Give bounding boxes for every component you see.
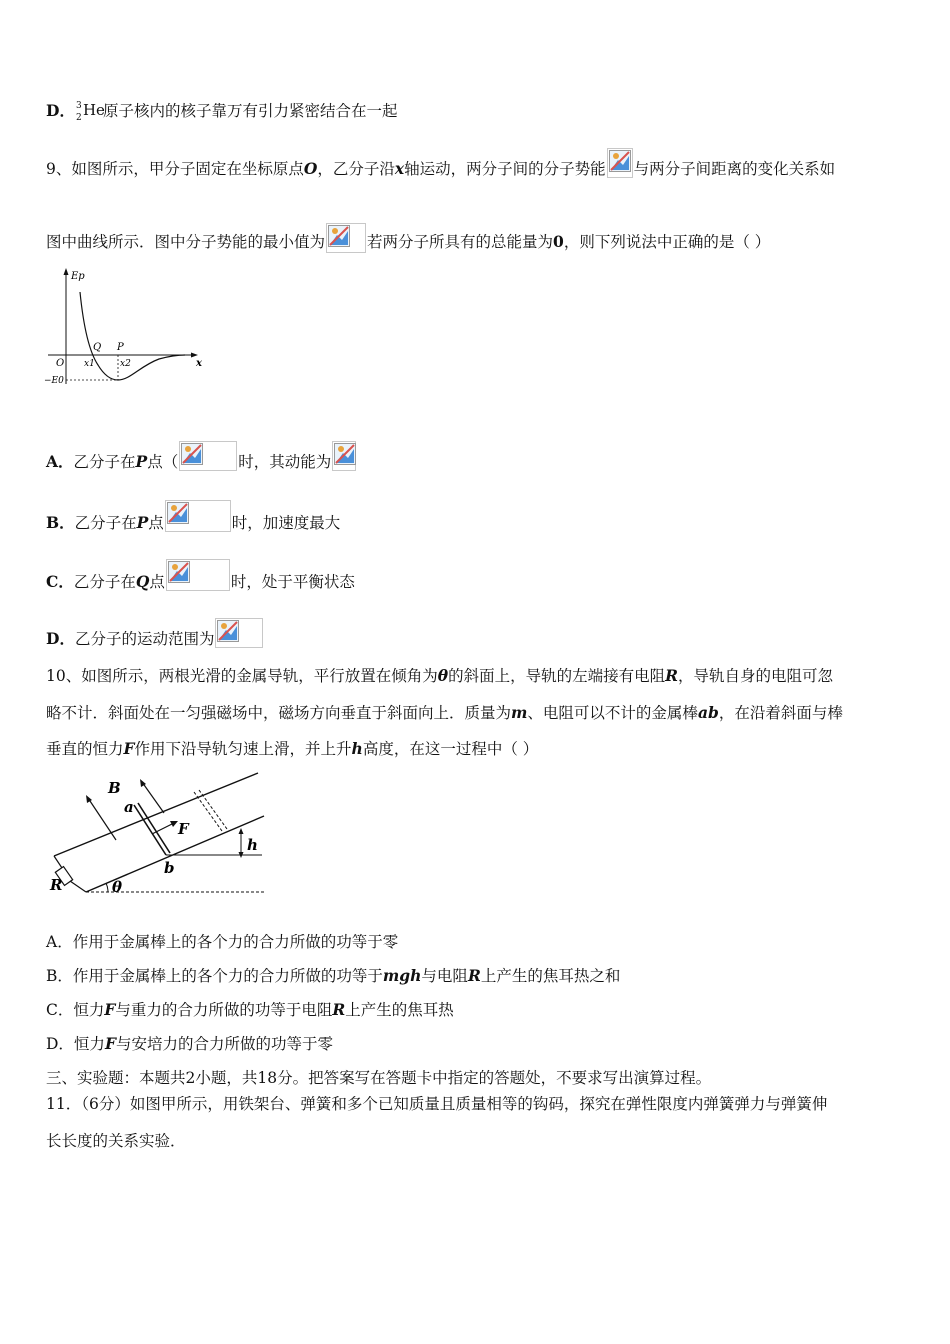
var: θ xyxy=(437,666,449,685)
text: 乙分子在 xyxy=(73,573,136,591)
atomic-number: 2 xyxy=(75,113,82,123)
theta-arc xyxy=(106,883,108,892)
potential-curve xyxy=(80,292,185,380)
var: R xyxy=(332,1000,346,1019)
force-arrow xyxy=(152,823,174,834)
x-axis-arrow xyxy=(191,353,198,358)
q9-option-d xyxy=(46,618,264,649)
var: O xyxy=(303,159,318,178)
text: 高度，在这一过程中（ ） xyxy=(362,740,539,758)
var: F xyxy=(104,1000,116,1019)
potential-energy-graph xyxy=(44,262,214,392)
text: 时，加速度最大 xyxy=(231,514,341,532)
text: 点 xyxy=(148,514,164,532)
text: ，乙分子沿 xyxy=(317,160,395,178)
text: 与两分子间距离的变化关系如 xyxy=(633,160,836,178)
var: ab xyxy=(697,703,719,722)
text: 略不计．斜面处在一匀强磁场中，磁场方向垂直于斜面向上．质量为 xyxy=(46,704,512,722)
x1-label: x1 xyxy=(84,359,95,369)
text: 点（ xyxy=(147,453,179,471)
helium-3-isotope xyxy=(75,100,105,123)
label-b: b xyxy=(164,859,175,877)
y-axis-arrow xyxy=(64,268,69,275)
q-label: Q xyxy=(93,342,102,353)
option-text: A．作用于金属棒上的各个力的合力所做的功等于零 xyxy=(46,933,399,951)
text: 时，其动能为 xyxy=(238,453,332,471)
q11-line-2: 长长度的关系实验． xyxy=(46,1132,186,1150)
text: 与电阻 xyxy=(421,967,468,985)
upper-rail xyxy=(54,773,258,856)
broken-image-icon xyxy=(166,559,230,591)
element-symbol: He xyxy=(82,101,105,119)
b-field-arrow-1 xyxy=(88,798,116,840)
text: 上产生的焦耳热之和 xyxy=(480,967,621,985)
var: R xyxy=(665,666,678,685)
var: P xyxy=(135,452,148,471)
broken-image-icon xyxy=(215,618,263,648)
option-label: B． xyxy=(46,513,75,532)
q10-option-a xyxy=(46,932,398,952)
var: mgh xyxy=(382,966,422,985)
text: ，在沿着斜面与棒 xyxy=(718,704,843,722)
text: 与重力的合力所做的功等于电阻 xyxy=(115,1001,333,1019)
broken-image-icon xyxy=(165,500,231,532)
q10-option-d xyxy=(46,1034,333,1054)
q10-stem-line-3 xyxy=(46,739,538,759)
broken-image-icon xyxy=(332,441,356,471)
value: 0 xyxy=(553,232,564,251)
text: 9、如图所示，甲分子固定在坐标原点 xyxy=(46,160,304,178)
var: h xyxy=(351,739,363,758)
q10-stem-line-2 xyxy=(46,703,843,723)
text: 作用下沿导轨匀速上滑，并上升 xyxy=(134,740,352,758)
ylabel: Ep xyxy=(71,271,85,282)
h-arrow-up xyxy=(239,828,244,834)
text: 垂直的恒力 xyxy=(46,740,124,758)
q10-option-c xyxy=(46,1000,454,1020)
section-3-heading: 三、实验题：本题共2小题，共18分。把答案写在答题卡中指定的答题处，不要求写出演算过程。 xyxy=(46,1069,712,1087)
broken-image-icon xyxy=(179,441,237,471)
q10-stem-line-1 xyxy=(46,666,833,686)
q9-option-a xyxy=(46,441,357,472)
label-h: h xyxy=(247,836,258,854)
text: 10、如图所示，两根光滑的金属导轨，平行放置在倾角为 xyxy=(46,667,438,685)
broken-image-icon xyxy=(607,148,633,178)
left-wire-bottom xyxy=(70,881,86,892)
option-label: D． xyxy=(46,101,75,120)
label-R: R xyxy=(50,876,63,894)
text: 若两分子所具有的总能量为 xyxy=(367,233,554,251)
text: 与安培力的合力所做的功等于零 xyxy=(115,1035,333,1053)
dashed-rod-1 xyxy=(194,792,222,831)
var: m xyxy=(511,703,528,722)
p-label: P xyxy=(117,342,124,353)
origin-label: O xyxy=(56,358,65,369)
text: 乙分子在 xyxy=(74,514,137,532)
text: B．作用于金属棒上的各个力的合力所做的功等于 xyxy=(46,967,383,985)
q8-option-d xyxy=(46,100,397,121)
var: x xyxy=(394,159,405,178)
text: D．恒力 xyxy=(46,1035,105,1053)
q10-option-b xyxy=(46,966,620,986)
text: 的斜面上，导轨的左端接有电阻 xyxy=(448,667,666,685)
option-label: D． xyxy=(46,629,75,648)
label-a: a xyxy=(124,798,134,816)
text: 轴运动，两分子间的分子势能 xyxy=(404,160,606,178)
q11-line-1: 11．（6分）如图甲所示，用铁架台、弹簧和多个已知质量且质量相等的钩码，探究在弹性限度内弹簧弹力与弹簧伸 xyxy=(46,1095,828,1113)
label-theta: θ xyxy=(112,878,123,896)
text: 上产生的焦耳热 xyxy=(345,1001,454,1019)
var: F xyxy=(104,1034,116,1053)
e0-label: −E0 xyxy=(44,376,64,386)
option-label: A． xyxy=(46,452,74,471)
text: 乙分子在 xyxy=(73,453,136,471)
mass-number: 3 xyxy=(75,101,82,111)
label-B: B xyxy=(108,779,121,797)
text: 、电阻可以不计的金属棒 xyxy=(527,704,698,722)
xlabel: x xyxy=(196,358,202,369)
broken-image-icon xyxy=(326,223,366,253)
q9-stem-line-1 xyxy=(46,148,835,179)
x2-label: x2 xyxy=(120,359,131,369)
text: ，则下列说法中正确的是（ ） xyxy=(563,233,771,251)
text: 图中曲线所示．图中分子势能的最小值为 xyxy=(46,233,326,251)
dashed-rod-2 xyxy=(199,790,227,829)
q9-option-c xyxy=(46,559,355,592)
var: F xyxy=(123,739,135,758)
var: P xyxy=(136,513,149,532)
var: Q xyxy=(135,572,150,591)
text: 点 xyxy=(149,573,165,591)
q9-stem-line-2 xyxy=(46,223,770,253)
q9-option-b xyxy=(46,500,340,533)
var: R xyxy=(467,966,481,985)
inclined-rail-figure xyxy=(46,768,268,898)
option-text: 原子核内的核子靠万有引力紧密结合在一起 xyxy=(102,102,398,120)
option-label: C． xyxy=(46,572,74,591)
text: 时，处于平衡状态 xyxy=(230,573,355,591)
text: C．恒力 xyxy=(46,1001,105,1019)
text: ，导轨自身的电阻可忽 xyxy=(677,667,833,685)
b-field-arrow-2 xyxy=(142,782,164,813)
label-F: F xyxy=(178,820,189,838)
text: 乙分子的运动范围为 xyxy=(74,630,215,648)
